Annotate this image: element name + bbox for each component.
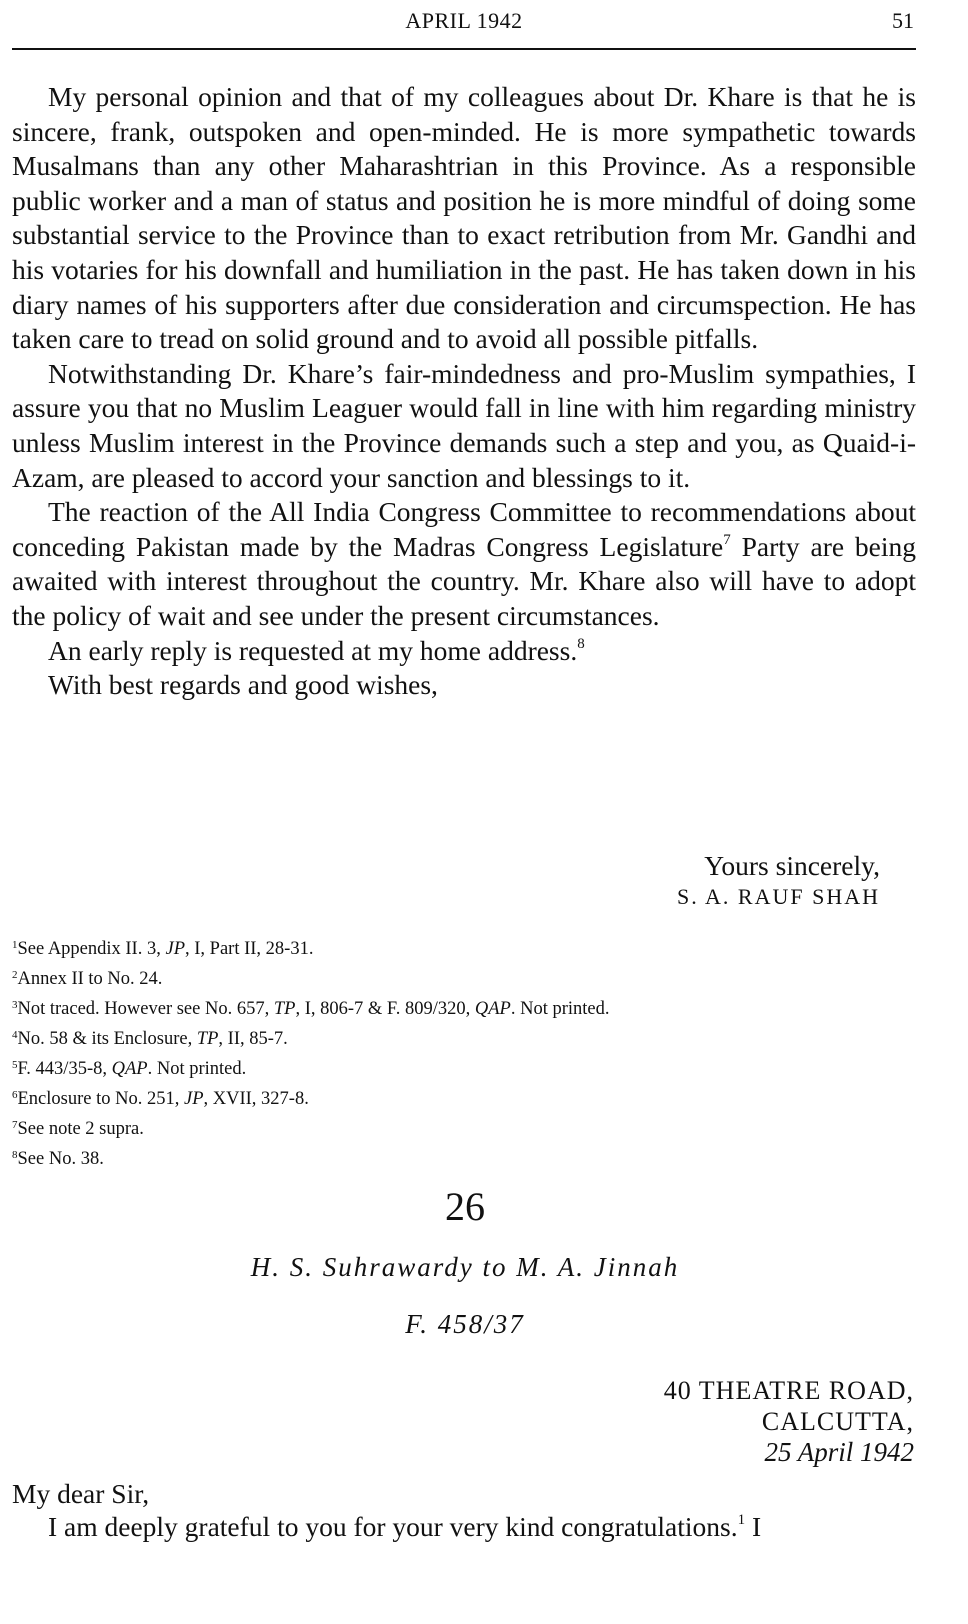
- footnote-ref-7: 7: [723, 531, 731, 548]
- paragraph-4-text: An early reply is requested at my home address.: [48, 634, 578, 666]
- letter-opening: I am deeply grateful to you for your very kind congratulations.$^1$ I: [48, 1511, 762, 1542]
- address-line-1: 40 THEATRE ROAD,: [663, 1376, 914, 1405]
- paragraph-4: [12, 634, 916, 669]
- footnote-ref-8: 8: [577, 635, 585, 652]
- page-number: 51: [892, 8, 914, 33]
- footnote-7: $^7$See note 2 supra.: [12, 1119, 144, 1139]
- sender-address: [12, 1375, 914, 1468]
- paragraph-3-part-a: The reaction of the All India Congress Committee to recommendations about conceding Pakistan made by the Madras Congress Legislature: [12, 496, 916, 562]
- document-number: 26: [445, 1184, 485, 1229]
- footnote-ref-1: 1: [737, 1512, 746, 1528]
- footnote-3: $^3$Not traced. However see No. 657, TP, I, 806-7 & F. 809/320, QAP. Not printed.: [12, 999, 610, 1019]
- footnote-4: $^4$No. 58 & its Enclosure, TP, II, 85-7.: [12, 1029, 288, 1049]
- paragraph-2: Notwithstanding Dr. Khare’s fair-mindedness and pro-Muslim sympathies, I assure you that no Muslim Leaguer would fall in line with him regarding ministry unless Muslim interest in the Province demands such a step and you, as Quaid-i-Azam, are pleased to accord your sanction and blessings to it.: [12, 357, 916, 493]
- salutation: My dear Sir,: [12, 1478, 150, 1509]
- document-reference: F. 458/37: [405, 1309, 525, 1339]
- document-parties: H. S. Suhrawardy to M. A. Jinnah: [250, 1252, 680, 1282]
- paragraph-5: With best regards and good wishes,: [48, 669, 438, 701]
- letter-date: 25 April 1942: [764, 1437, 914, 1467]
- footnote-5: $^5$F. 443/35-8, QAP. Not printed.: [12, 1059, 247, 1079]
- address-line-2: CALCUTTA,: [761, 1407, 914, 1436]
- paragraph-3: [12, 495, 916, 633]
- signatory-name: S. A. RAUF SHAH: [677, 884, 880, 909]
- footnote-8: $^8$See No. 38.: [12, 1149, 104, 1169]
- footnotes: [12, 932, 916, 1172]
- paragraph-3-part-b: Party are being awaited with interest throughout the country. Mr. Khare also will have to adopt the policy of wait and see under the present circumstances.: [12, 530, 917, 631]
- letter-body: [12, 80, 916, 703]
- page-header: [12, 0, 916, 50]
- running-head: APRIL 1942: [405, 8, 523, 33]
- footnote-6: $^6$Enclosure to No. 251, JP, XVII, 327-8.: [12, 1089, 309, 1109]
- footnote-1: $^1$See Appendix II. 3, JP, I, Part II, 28-31.: [12, 939, 314, 959]
- footnote-2: $^2$Annex II to No. 24.: [12, 969, 163, 989]
- paragraph-1: My personal opinion and that of my colleagues about Dr. Khare is that he is sincere, frank, outspoken and open-minded. He is more sympathetic towards Musalmans than any other Maharashtrian in this Province. As a responsible public worker and a man of status and position he is more mindful of doing some substantial service to the Province than to exact retribution from Mr. Gandhi and his votaries for his downfall and humiliation in the past. He has taken down in his diary names of his supporters after due consideration and circumspection. He has taken care to tread on solid ground and to avoid all possible pitfalls.: [12, 81, 916, 355]
- closing-sincerely: Yours sincerely,: [704, 850, 880, 881]
